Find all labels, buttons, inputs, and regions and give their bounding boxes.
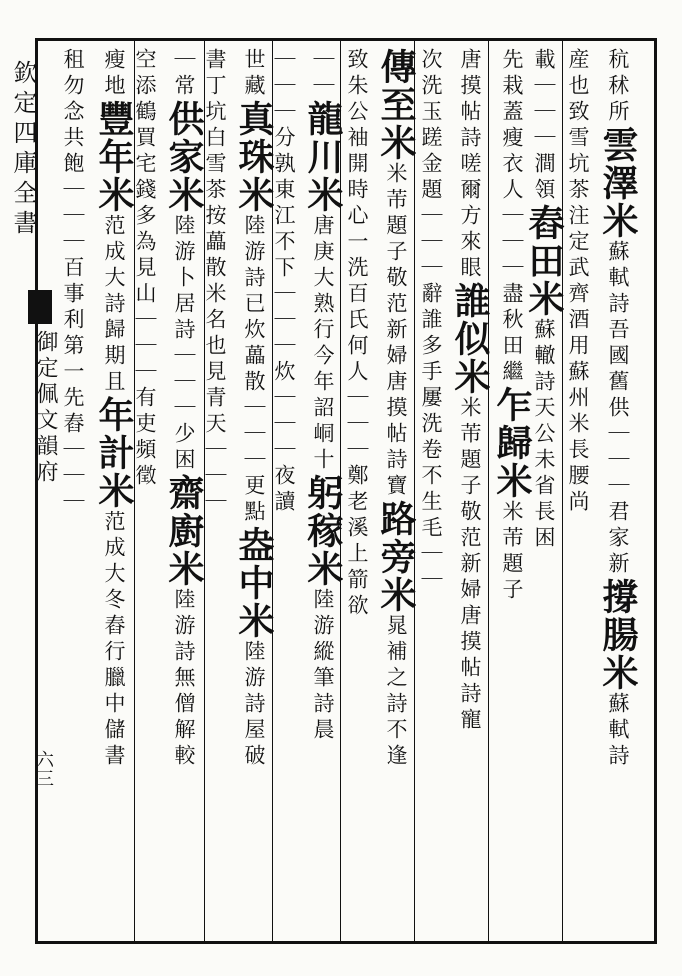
annotation-text: 唐庚大熟行今年詔峒十 (311, 214, 335, 474)
annotation-text: 次洗玉蹉金題｜｜｜ (419, 48, 443, 282)
headword: 傳至米 (375, 48, 417, 162)
annotation-text: 書 (203, 48, 227, 74)
headword: 豐年米 (93, 100, 135, 214)
annotation-text: 租 (61, 48, 85, 74)
headword: 齋廚米 (163, 474, 205, 588)
annotation-text: 蘇軾詩 (606, 692, 630, 770)
text-column (204, 48, 225, 516)
text-column (273, 48, 294, 516)
annotation-text: 唐摸帖詩嗟爾方來眼 (458, 48, 482, 282)
headword: 躬稼米 (302, 474, 344, 588)
margin-title: 欽定四庫全書 (9, 60, 37, 240)
annotation-text: 范成大詩歸期且 (102, 214, 126, 396)
annotation-text: 世藏 (242, 48, 266, 100)
annotation-text: 陸游縱筆詩晨 (311, 588, 335, 744)
annotation-text: 先栽蓋瘦衣 (500, 48, 524, 178)
headword: 雲澤米 (597, 126, 639, 240)
annotation-text: 陸游詩無僧解較 (172, 588, 196, 770)
annotation-text: 蘇轍詩天公未省長困 (532, 318, 556, 552)
text-column (420, 48, 441, 594)
text-column (567, 48, 588, 516)
annotation-text: 炊｜｜｜夜讀 (272, 360, 296, 516)
text-column (597, 48, 639, 770)
annotation-text: 添鶴買宅錢多為見山 (133, 74, 157, 308)
annotation-text: ｜｜｜ (272, 48, 296, 126)
annotation-text: 鄭老溪上箭欲 (345, 464, 369, 620)
headword: 路旁米 (375, 500, 417, 614)
annotation-text: 人｜｜｜盡秋田繼 (500, 178, 524, 386)
annotation-text: 米芾題子敬范新婦唐摸帖詩寵 (458, 396, 482, 734)
text-column (375, 48, 417, 770)
annotation-text: 丁坑白雪茶按藟散米名也 (203, 74, 227, 360)
annotation-text: 陸游卜居詩｜｜｜少困 (172, 214, 196, 474)
text-column (302, 48, 344, 744)
text-column (163, 48, 205, 770)
annotation-text: 米芾題子 (500, 500, 524, 604)
headword: 撐腸米 (597, 578, 639, 692)
headword: 舂田米 (523, 204, 565, 318)
column-rule (414, 38, 415, 941)
text-column (449, 48, 491, 734)
annotation-text: 致朱公 (345, 48, 369, 126)
annotation-text: 見青天｜｜｜ (203, 360, 227, 516)
column-rule (488, 38, 489, 941)
annotation-text: 産也 (566, 48, 590, 100)
annotation-text: 袖開時心一洗百氏何人｜｜｜ (345, 126, 369, 464)
text-column (93, 48, 135, 770)
text-column (134, 48, 155, 490)
headword: 龍川米 (302, 100, 344, 214)
annotation-text: 百事利第一先舂｜｜｜ (61, 256, 85, 516)
annotation-text: 致雪坑茶注定武齊酒用蘇州米長腰尚 (566, 100, 590, 516)
text-column (62, 48, 83, 516)
annotation-text: 陸游詩屋破 (242, 640, 266, 770)
headword: 真珠米 (233, 100, 275, 214)
annotation-text: ｜｜｜有吏頻徵 (133, 308, 157, 490)
text-column (491, 48, 533, 604)
headword: 盎中米 (233, 526, 275, 640)
annotation-text: 瘦地 (102, 48, 126, 100)
annotation-text: 載｜｜｜澗領 (532, 48, 556, 204)
text-column (233, 48, 275, 770)
headword: 供家米 (163, 100, 205, 214)
margin-book-title: 御定佩文韻府 (33, 330, 58, 486)
annotation-text: ｜常 (172, 48, 196, 100)
annotation-text: 米芾題子敬范新婦唐摸帖詩寶 (384, 162, 408, 500)
annotation-text: 晁補之詩不逢 (384, 614, 408, 770)
annotation-text: 范成大冬舂行臘中儲書 (102, 510, 126, 770)
annotation-text: 分孰東江不下｜｜｜ (272, 126, 296, 360)
page-number: 六三 (33, 750, 54, 788)
annotation-text: 秔秫所 (606, 48, 630, 126)
annotation-text: 勿念共飽｜｜｜ (61, 74, 85, 256)
headword: 誰似米 (449, 282, 491, 396)
annotation-text: 陸游詩已炊藟散｜｜｜更點 (242, 214, 266, 526)
annotation-text: 蘇軾詩吾國舊供｜｜｜君家新 (606, 240, 630, 578)
annotation-text: 空 (133, 48, 157, 74)
headword: 乍歸米 (491, 386, 533, 500)
headword: 年計米 (93, 396, 135, 510)
annotation-text: 辭誰多手屢洗卷不生毛｜｜ (419, 282, 443, 594)
column-rule (562, 38, 563, 941)
text-column (346, 48, 367, 620)
annotation-text: ｜｜ (311, 48, 335, 100)
